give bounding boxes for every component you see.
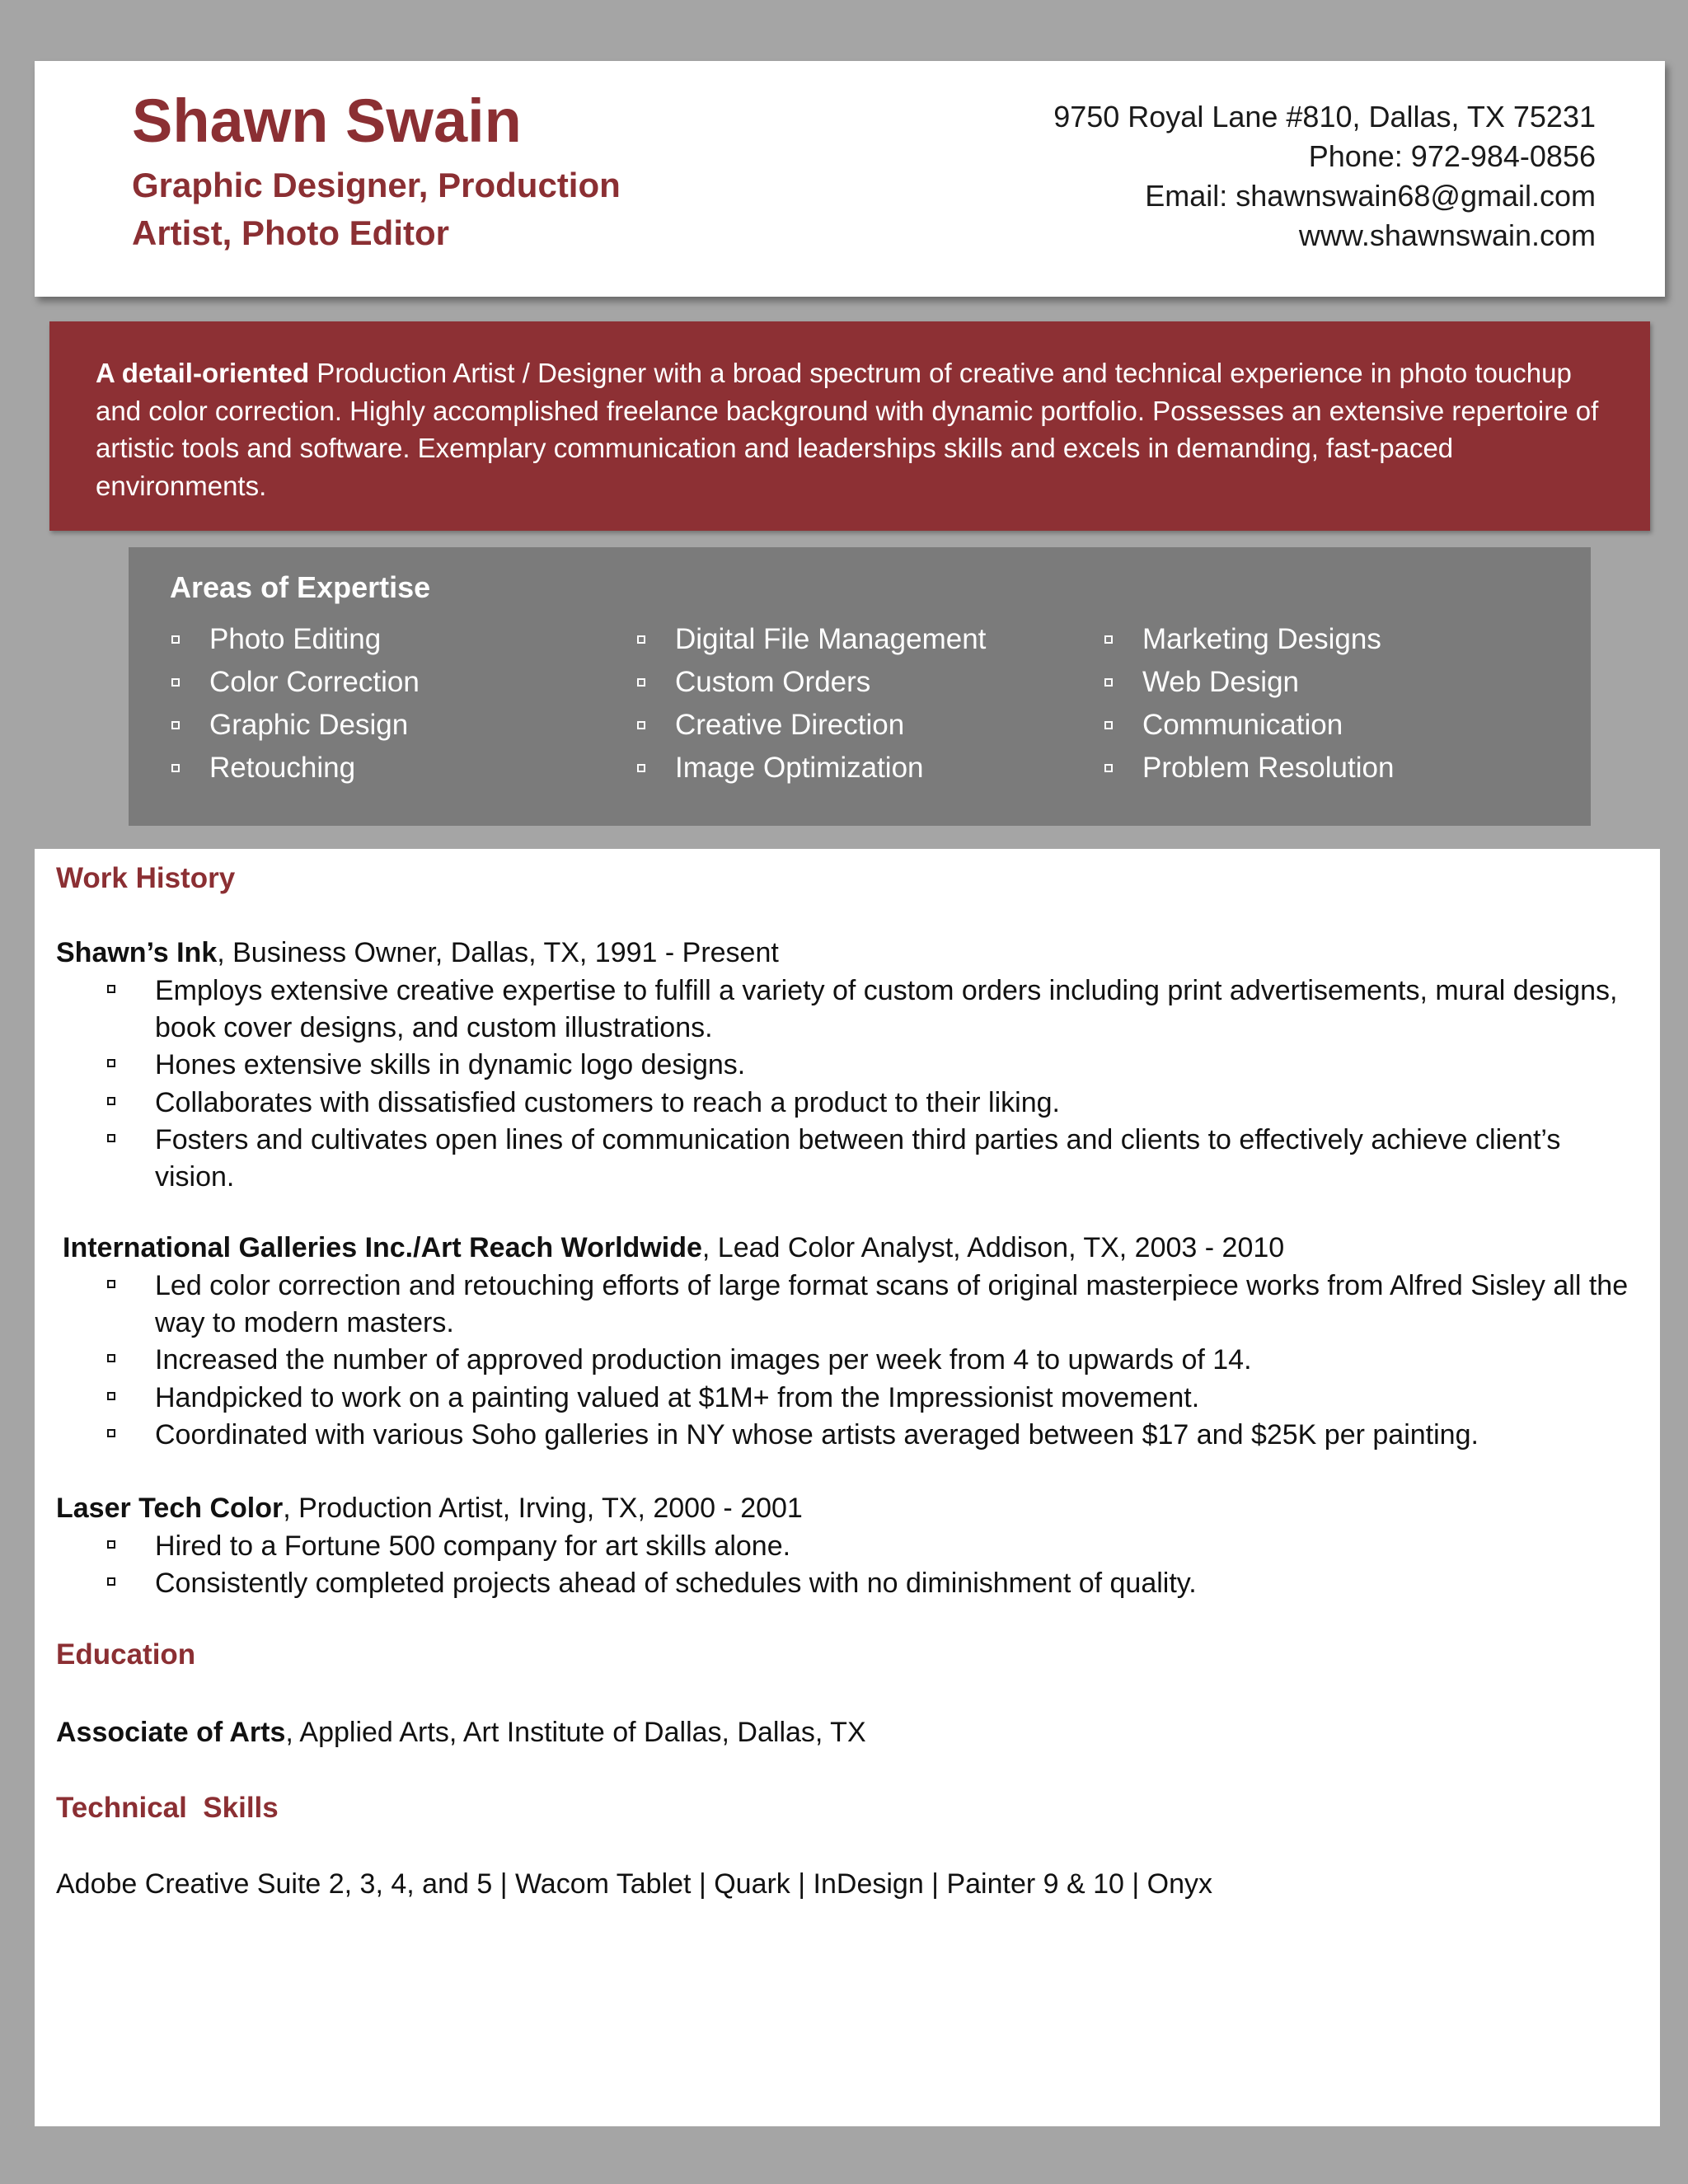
expertise-label: Image Optimization: [675, 752, 924, 784]
job-bullet-text: Employs extensive creative expertise to fulfill a variety of custom orders including print advertisements, mural designs, book cover designs, and custom illustrations.: [155, 975, 1618, 1044]
job-bullet-text: Collaborates with dissatisfied customers to reach a product to their liking.: [155, 1086, 1060, 1118]
expertise-label: Web Design: [1142, 666, 1300, 698]
square-bullet-icon: [107, 1059, 115, 1067]
expertise-column-2: [637, 618, 986, 790]
job-details: , Lead Color Analyst, Addison, TX, 2003 - 2010: [701, 1232, 1285, 1263]
expertise-item: [171, 618, 420, 661]
square-bullet-icon: [171, 764, 180, 772]
job-bullet: [56, 1528, 1647, 1565]
job-bullet: [56, 972, 1647, 1047]
square-bullet-icon: [107, 1577, 115, 1586]
job-bullet-text: Hired to a Fortune 500 company for art skills alone.: [155, 1530, 791, 1562]
summary-box: [49, 321, 1650, 531]
expertise-label: Digital File Management: [675, 623, 987, 655]
contact-phone: Phone: 972-984-0856: [1308, 139, 1596, 173]
square-bullet-icon: [107, 1540, 115, 1549]
job-bullet: [56, 1268, 1647, 1342]
expertise-item: [1104, 618, 1394, 661]
job-bullets: [56, 972, 1647, 1196]
expertise-item: [637, 618, 986, 661]
square-bullet-icon: [107, 1429, 115, 1437]
expertise-item: [1104, 661, 1394, 704]
job-company: International Galleries Inc./Art Reach Worldwide: [63, 1232, 702, 1263]
technical-skills-list: Adobe Creative Suite 2, 3, 4, and 5 | Wacom Tablet | Quark | InDesign | Painter 9 & 10 | Onyx: [56, 1868, 1212, 1900]
job-bullet: [56, 1380, 1647, 1417]
job-bullet-text: Increased the number of approved production images per week from 4 to upwards of 14.: [155, 1344, 1252, 1376]
expertise-item: [1104, 704, 1394, 747]
job-bullet-text: Coordinated with various Soho galleries in NY whose artists averaged between $17 and $25K per painting.: [155, 1418, 1479, 1451]
contact-email[interactable]: Email: shawnswain68@gmail.com: [1145, 179, 1596, 213]
square-bullet-icon: [171, 678, 180, 687]
job-bullet-text: Handpicked to work on a painting valued at $1M+ from the Impressionist movement.: [155, 1381, 1200, 1413]
contact-info: [1053, 97, 1596, 255]
expertise-item: [171, 704, 420, 747]
expertise-label: Retouching: [209, 752, 356, 784]
education-entry: [56, 1714, 866, 1751]
expertise-column-3: [1104, 618, 1394, 790]
education-degree: Associate of Arts: [56, 1717, 286, 1748]
technical-skills-heading: Technical Skills: [56, 1792, 279, 1824]
expertise-title: Areas of Expertise: [170, 570, 431, 604]
square-bullet-icon: [637, 678, 645, 687]
expertise-label: Custom Orders: [675, 666, 871, 698]
expertise-label: Graphic Design: [209, 709, 409, 741]
square-bullet-icon: [107, 1392, 115, 1400]
contact-address: 9750 Royal Lane #810, Dallas, TX 75231: [1053, 100, 1596, 134]
square-bullet-icon: [1104, 721, 1113, 729]
expertise-item: [171, 747, 420, 790]
expertise-column-1: [171, 618, 420, 790]
square-bullet-icon: [1104, 635, 1113, 644]
job-title-line: [63, 1230, 1284, 1267]
square-bullet-icon: [637, 635, 645, 644]
job-company: Laser Tech Color: [56, 1493, 284, 1524]
square-bullet-icon: [1104, 678, 1113, 687]
square-bullet-icon: [171, 635, 180, 644]
expertise-label: Photo Editing: [209, 623, 382, 655]
job-bullet: [56, 1565, 1647, 1602]
expertise-item: [637, 661, 986, 704]
square-bullet-icon: [637, 721, 645, 729]
candidate-title: Graphic Designer, Production Artist, Photo Editor: [132, 166, 621, 252]
summary-text: Production Artist / Designer with a broad spectrum of creative and technical experience in photo touchup and color correction. Highly accomplished freelance background with dynamic portfolio. Possesses an extensive repertoire of artistic tools and software. Exemplary communication and leaderships skills and excels in demanding, fast-paced environments.: [96, 358, 1599, 501]
expertise-item: [171, 661, 420, 704]
square-bullet-icon: [107, 1280, 115, 1288]
header-card: [35, 61, 1665, 297]
expertise-item: [637, 704, 986, 747]
job-details: , Business Owner, Dallas, TX, 1991 - Present: [217, 937, 779, 968]
square-bullet-icon: [107, 985, 115, 993]
expertise-label: Problem Resolution: [1142, 752, 1395, 784]
square-bullet-icon: [637, 764, 645, 772]
job-bullet: [56, 1342, 1647, 1379]
expertise-label: Communication: [1142, 709, 1343, 741]
education-details: , Applied Arts, Art Institute of Dallas, Dallas, TX: [285, 1717, 866, 1748]
summary-lead: A detail-oriented: [96, 358, 310, 388]
job-bullet: [56, 1417, 1647, 1454]
candidate-name: Shawn Swain: [132, 87, 522, 155]
education-heading: Education: [56, 1638, 196, 1671]
job-bullet-text: Hones extensive skills in dynamic logo designs.: [155, 1049, 746, 1081]
job-bullet: [56, 1047, 1647, 1084]
expertise-item: [637, 747, 986, 790]
job-bullet: [56, 1085, 1647, 1122]
work-history-heading: Work History: [56, 862, 236, 894]
job-bullets: [56, 1268, 1647, 1454]
expertise-label: Color Correction: [209, 666, 420, 698]
square-bullet-icon: [171, 721, 180, 729]
contact-website[interactable]: www.shawnswain.com: [1298, 218, 1596, 252]
square-bullet-icon: [107, 1097, 115, 1105]
expertise-label: Creative Direction: [675, 709, 905, 741]
job-bullets: [56, 1528, 1647, 1602]
job-bullet-text: Consistently completed projects ahead of schedules with no diminishment of quality.: [155, 1568, 1197, 1600]
expertise-box: [129, 547, 1591, 826]
main-card: [35, 849, 1660, 2126]
job-title-line: [56, 1490, 803, 1527]
square-bullet-icon: [1104, 764, 1113, 772]
job-company: Shawn’s Ink: [56, 937, 218, 968]
square-bullet-icon: [107, 1134, 115, 1142]
square-bullet-icon: [107, 1354, 115, 1362]
job-bullet: [56, 1122, 1647, 1196]
job-details: , Production Artist, Irving, TX, 2000 - 2001: [283, 1493, 803, 1524]
expertise-label: Marketing Designs: [1142, 623, 1381, 655]
job-title-line: [56, 935, 779, 972]
expertise-item: [1104, 747, 1394, 790]
job-bullet-text: Fosters and cultivates open lines of communication between third parties and clients to effectively achieve client’s vision.: [155, 1123, 1561, 1193]
job-bullet-text: Led color correction and retouching efforts of large format scans of original masterpiece works from Alfred Sisley all the way to modern masters.: [155, 1270, 1629, 1339]
